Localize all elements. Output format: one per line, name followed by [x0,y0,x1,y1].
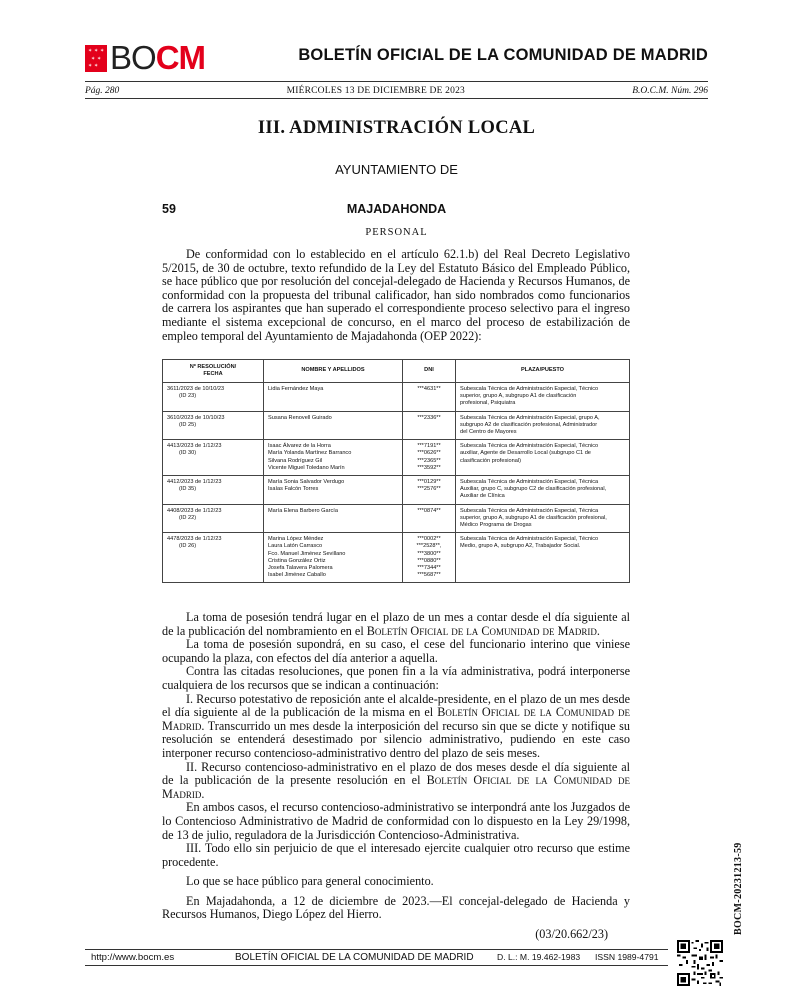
cell-resolution [163,411,264,440]
cell-dni [403,411,456,440]
announcement-number: 59 [162,202,176,216]
resolution-number: 4478/2023 de 1/12/23 [167,536,222,543]
body-heading: AYUNTAMIENTO DE [335,162,458,177]
person-name: Marina López Méndez [268,536,324,543]
dni-value: ***3800** [417,550,441,557]
dni-value: ***7191** [417,443,441,450]
person-name: Josefa Talavera Palomera [268,565,333,572]
reference-code: (03/20.662/23) [535,927,608,942]
issue-number: B.O.C.M. Núm. 296 [632,86,708,96]
cell-names [264,533,403,583]
footer-website-link[interactable]: http://www.bocm.es [91,952,175,963]
header-rule [85,81,708,82]
table-row [163,504,630,533]
table-row [163,383,630,412]
person-name: Susana Renovell Guirado [268,414,332,421]
resolution-id: (ID 35) [179,486,197,493]
footer [85,952,668,964]
plaza-line: auxiliar, Agente de Desarrollo Local (subgrupo C1 de [460,450,591,457]
plaza-line: superior, grupo A, subgrupo A1 de clasificación profesional, [460,514,607,521]
cell-resolution [163,476,264,505]
logo-text-cm: CM [155,39,206,76]
section-title: III. ADMINISTRACIÓN LOCAL [257,118,536,138]
plaza-line: profesional, Psiquiatra [460,400,516,407]
plaza-line: clasificación profesional) [460,457,521,464]
paragraph-cese: La toma de posesión supondrá, en su caso, el cese del funcionario interino que viniese ocupando la plaza, con efectos del día anterior a aquella. [162,637,630,665]
plaza-line: Subescala Técnica de Administración Especial, Técnica [460,479,599,486]
resolution-number: 4412/2023 de 1/12/23 [167,479,222,486]
person-name: Vicente Miguel Toledano Marín [268,464,345,471]
cell-plaza [456,533,630,583]
header-plaza: PLAZA/PUESTO [456,360,630,383]
dni-value: ***0880** [417,557,441,564]
plaza-line: Subescala Técnica de Administración Especial, grupo A, [460,414,600,421]
dni-value: ***2576** [417,486,441,493]
dni-value: ***5687** [417,572,441,579]
footer-rule [85,949,668,950]
dni-value: ***4631** [417,386,441,392]
resolution-id: (ID 25) [179,421,197,428]
resolution-id: (ID 30) [179,450,197,457]
paragraph-recurso-reposicion: I. Recurso potestativo de reposición ante el alcalde-presidente, en el plazo de un mes desde el día siguiente al de la publicación de la misma en el Boletín Oficial de la Comunidad de Madrid. Transcurrido un mes desde la interposición del recurso sin que se dicte y notifique su resolución se entenderá desestimado por silencio administrativo, pudiendo en este caso interponer recurso contencioso-administrativo dentro del plazo de seis meses. [162,691,630,760]
dni-value: ***2365** [417,457,441,464]
cell-plaza [456,440,630,476]
person-name: Isaac Álvarez de la Horra [268,443,331,450]
table-row [163,476,630,505]
cell-dni [403,476,456,505]
resolution-number: 4408/2023 de 1/12/23 [167,507,222,514]
header-dni: DNI [403,360,456,383]
dni-value: ***0626** [417,450,441,457]
madrid-flag-icon: ✶ ✶ ✶ ✶ ✶ ✶ ✶ [85,45,107,72]
dni-value: ***0002** [417,536,441,543]
logo-text-bo: BO [110,39,156,76]
plaza-line: Subescala Técnica de Administración Especial, Técnico [460,386,599,392]
table-header-row [163,360,630,383]
plaza-line: Médico Programa de Drogas [460,522,532,529]
person-name: Isabel Jiménez Caballo [268,572,326,579]
dni-value: ***7344** [417,565,441,572]
cell-dni [403,383,456,412]
bocm-logo [85,41,205,75]
plaza-line: superior, grupo A, subgrupo A1 de clasificación [460,393,577,400]
person-name: Silvana Rodríguez Gil [268,457,323,464]
footer-legal-deposit: D. L.: M. 19.462-1983 [497,952,581,962]
person-name: Fco. Manuel Jiménez Sevillano [268,550,346,557]
plaza-line: Subescala Técnica de Administración Especial, Técnico [460,536,599,543]
header-name: NOMBRE Y APELLIDOS [264,360,403,383]
person-name: Laura Latón Carrasco [268,543,323,550]
person-name: Lidia Fernández Maya [268,386,324,392]
footer-bottom-rule [85,965,668,966]
cell-dni [403,533,456,583]
cell-names [264,383,403,412]
plaza-line: Subescala Técnica de Administración Especial, Técnica [460,507,599,514]
cell-names [264,476,403,505]
table-row [163,533,630,583]
person-name: María Yolanda Martínez Barranco [268,450,352,457]
resolution-id: (ID 23) [179,393,197,400]
cell-resolution [163,383,264,412]
issue-date: MIÉRCOLES 13 DE DICIEMBRE DE 2023 [286,86,465,96]
page-number: Pág. 280 [85,86,120,96]
dni-value: ***2528**, [416,543,442,550]
bulletin-title: BOLETÍN OFICIAL DE LA COMUNIDAD DE MADRID [298,46,708,64]
plaza-line: del Centro de Mayores [460,429,517,436]
dni-value: ***2336** [417,414,441,421]
qr-code-icon [677,940,723,986]
footer-issn: ISSN 1989-4791 [595,952,659,962]
dni-value: ***0874** [417,507,441,514]
paragraph-recurso-contencioso: II. Recurso contencioso-administrativo en el plazo de dos meses desde el día siguiente al de la publicación de la presente resolución en el Boletín Oficial de la Comunidad de Madrid. [162,759,630,801]
header-subline [85,86,708,96]
dni-value: ***0129** [417,479,441,486]
paragraph-juzgados: En ambos casos, el recurso contencioso-administrativo se interpondrá ante los Juzgados de lo Contencioso Administrativo de Madrid de conformidad con lo dispuesto en la Ley 29/1998, de 13 de julio, reguladora de la Jurisdicción Contencioso-Administrativa. [162,800,630,842]
cell-plaza [456,411,630,440]
plaza-line: Auxiliar, grupo C, subgrupo C2 de clasificación profesional, [460,486,607,493]
intro-paragraph [162,248,630,343]
table-row [163,411,630,440]
cell-names [264,504,403,533]
cell-resolution [163,440,264,476]
body-text [162,611,630,942]
municipality-name: MAJADAHONDA [346,202,447,216]
resolution-number: 3610/2023 de 10/10/23 [167,414,225,421]
cell-names [264,411,403,440]
header-resolution: Nº RESOLUCIÓN/ FECHA [163,360,264,383]
paragraph-toma-posesion: La toma de posesión tendrá lugar en el plazo de un mes a contar desde el día siguiente al de la publicación del nombramiento en el Boletín Oficial de la Comunidad de Madrid. [162,610,630,638]
plaza-line: Auxiliar de Clínica [460,493,505,500]
table-row [163,440,630,476]
resolution-number: 4413/2023 de 1/12/23 [167,443,222,450]
appointments-table [162,359,630,583]
dni-value: ***3592** [417,464,441,471]
plaza-line: subgrupo A2 de clasificación profesional, Administrador [460,421,598,428]
cell-resolution [163,533,264,583]
cell-plaza [456,383,630,412]
resolution-id: (ID 22) [179,514,197,521]
paragraph-otro-recurso: III. Todo ello sin perjuicio de que el interesado ejercite cualquier otro recurso que estime procedente. [162,841,630,869]
cell-plaza [456,476,630,505]
resolution-id: (ID 26) [179,543,197,550]
cell-resolution [163,504,264,533]
person-name: María Elena Barbero García [268,507,338,514]
paragraph-recursos: Contra las citadas resoluciones, que ponen fin a la vía administrativa, podrá interponerse cualquiera de los recursos que se indican a continuación: [162,664,630,692]
person-name: Isaías Falcón Torres [268,486,319,493]
bocm-side-code: BOCM-20231213-59 [733,842,744,935]
cell-dni [403,440,456,476]
resolution-number: 3611/2023 de 10/10/23 [167,386,225,392]
plaza-line: Subescala Técnica de Administración Especial, Técnico [460,443,599,450]
footer-bulletin-name: BOLETÍN OFICIAL DE LA COMUNIDAD DE MADRID [235,952,474,963]
cell-names [264,440,403,476]
person-name: Cristina González Ortiz [268,557,326,564]
cell-dni [403,504,456,533]
paragraph-firma: En Majadahonda, a 12 de diciembre de 2023.—El concejal-delegado de Hacienda y Recursos Humanos, Diego López del Hierro. [162,893,630,922]
subline-rule [85,98,708,99]
topic-heading: PERSONAL [365,227,428,238]
person-name: María Sonia Salvador Verdugo [268,479,345,486]
intro-text: De conformidad con lo establecido en el artículo 62.1.b) del Real Decreto Legislativo 5/2015, de 30 de octubre, texto refundido de la Ley del Estatuto Básico del Empleado Público, se hace público que por resolución del concejal-delegado de Hacienda y Recursos Humanos, de conformidad con la propuesta del tribunal calificador, han sido nombrados como funcionarios de carrera los aspirantes que han superado el correspondiente proceso selectivo para el ingreso mediante el sistema excepcional de concurso, en el marco del proceso de estabilización de empleo temporal del Ayuntamiento de Majadahonda (OEP 2022): [162,247,630,343]
paragraph-conocimiento: Lo que se hace público para general conocimiento. [186,874,434,889]
cell-plaza [456,504,630,533]
plaza-line: Medio, grupo A, subgrupo A2, Trabajador Social. [460,543,581,550]
